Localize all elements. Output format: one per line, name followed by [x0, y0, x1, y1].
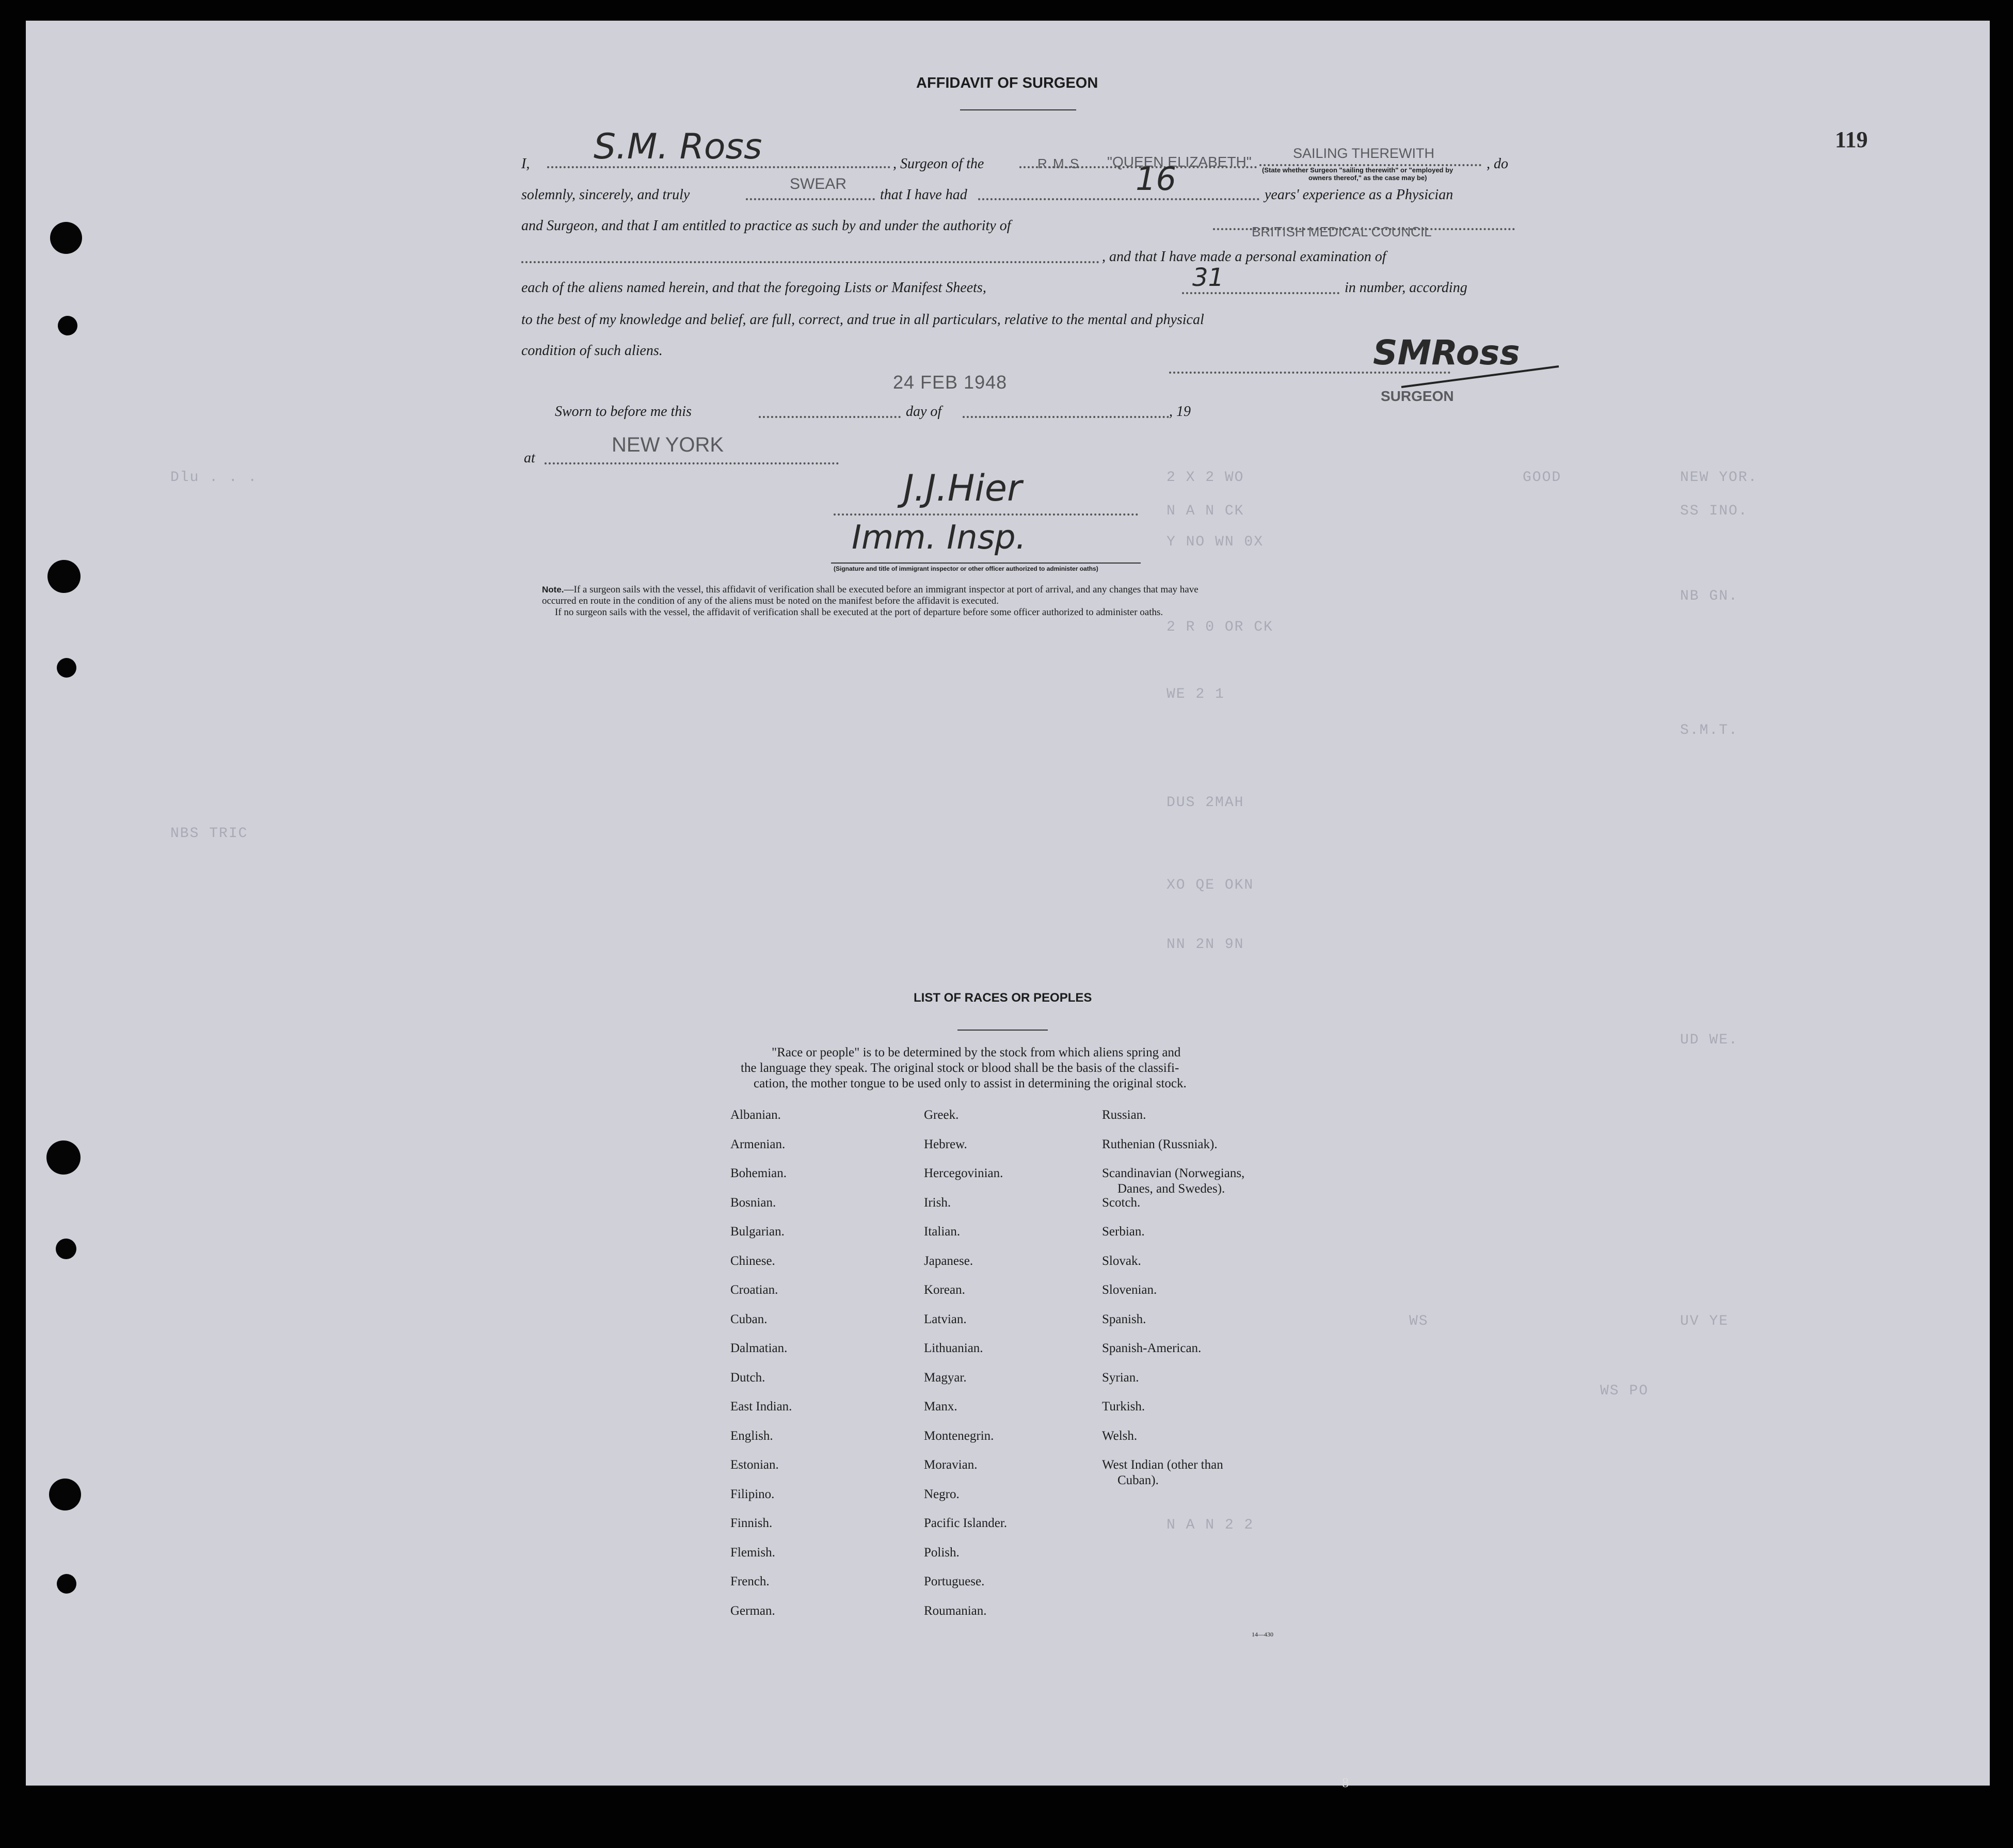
- sheets-line: [1182, 292, 1339, 294]
- race-item: Danes, and Swedes).: [1117, 1182, 1225, 1196]
- bleed-text: N A N CK: [1167, 503, 1244, 519]
- race-item: Spanish-American.: [1102, 1341, 1202, 1355]
- race-item: Slovak.: [1102, 1254, 1141, 1268]
- race-item: Bohemian.: [730, 1166, 787, 1180]
- race-item: Filipino.: [730, 1487, 775, 1501]
- race-item: West Indian (other than: [1102, 1458, 1223, 1472]
- line2-mid: that I have had: [880, 187, 967, 203]
- sailing-status: SAILING THEREWITH: [1293, 146, 1435, 161]
- race-item: Greek.: [924, 1108, 959, 1122]
- race-item: East Indian.: [730, 1400, 792, 1413]
- authority-value: BRITISH MEDICAL COUNCIL: [1252, 224, 1432, 239]
- race-item: Latvian.: [924, 1312, 967, 1326]
- bleed-text: WS: [1409, 1313, 1429, 1329]
- race-item: Hercegovinian.: [924, 1166, 1003, 1180]
- race-item: Magyar.: [924, 1370, 967, 1385]
- affidavit-title: AFFIDAVIT OF SURGEON: [916, 75, 1098, 91]
- inspector-title-signature: Imm. Insp.: [852, 519, 1026, 557]
- race-item: Serbian.: [1102, 1225, 1145, 1239]
- line1-i: I,: [521, 156, 530, 172]
- bleed-text: DUS 2MAH: [1167, 795, 1244, 811]
- inspector-signature: J.J.Hier: [903, 467, 1022, 509]
- punch-hole: [50, 222, 82, 254]
- race-item: Portuguese.: [924, 1574, 985, 1588]
- race-item: Roumanian.: [924, 1603, 987, 1618]
- race-item: Russian.: [1102, 1108, 1146, 1122]
- document-sheet: [26, 21, 1990, 1790]
- race-item: Italian.: [924, 1225, 961, 1239]
- line4-text: , and that I have made a personal examination of: [1102, 249, 1386, 265]
- sailing-note: owners thereof," as the case may be): [1308, 174, 1427, 182]
- surgeon-name: S.M. Ross: [594, 126, 762, 167]
- oath-line: [746, 198, 875, 200]
- punch-hole: [49, 1479, 81, 1510]
- line3-text: and Surgeon, and that I am entitled to practice as such by and under the authority of: [521, 218, 1011, 234]
- note-line: —If a surgeon sails with the vessel, this affidavit of verification shall be executed before an immigrant inspector at port of arrival, and any changes that may have: [564, 584, 1199, 595]
- race-item: Estonian.: [730, 1458, 779, 1472]
- bleed-text: NBS TRIC: [170, 826, 248, 842]
- bleed-text: WS PO: [1600, 1383, 1649, 1399]
- race-item: Scandinavian (Norwegians,: [1102, 1166, 1245, 1180]
- at-label: at: [524, 450, 535, 466]
- punch-hole: [56, 1239, 76, 1259]
- races-title: LIST OF RACES OR PEOPLES: [914, 991, 1092, 1005]
- bleed-text: NN 2N 9N: [1167, 937, 1244, 953]
- race-item: Finnish.: [730, 1516, 773, 1530]
- line2-end: years' experience as a Physician: [1265, 187, 1453, 203]
- sworn-day-of: day of: [906, 404, 942, 420]
- race-item: Turkish.: [1102, 1400, 1145, 1413]
- race-item: Cuban).: [1117, 1473, 1159, 1487]
- race-item: Hebrew.: [924, 1137, 967, 1151]
- line7-text: condition of such aliens.: [521, 343, 663, 359]
- place-line: [545, 462, 839, 464]
- oath-word: SWEAR: [790, 175, 847, 192]
- punch-hole: [46, 1140, 81, 1175]
- bleed-text: 2 R 0 OR CK: [1167, 619, 1273, 635]
- race-item: Flemish.: [730, 1545, 775, 1560]
- note-line: If no surgeon sails with the vessel, the affidavit of verification shall be executed at the port of departure before some officer authorized to administer oaths.: [555, 607, 1163, 618]
- punch-hole: [57, 658, 76, 678]
- bleed-text: UD WE.: [1680, 1032, 1738, 1048]
- bleed-text: NB GN.: [1680, 588, 1738, 604]
- race-item: Scotch.: [1102, 1195, 1141, 1210]
- footer-mark: 8: [1342, 1775, 1349, 1790]
- place-value: NEW YORK: [612, 433, 724, 456]
- years-line: [978, 198, 1259, 200]
- race-item: Polish.: [924, 1545, 960, 1560]
- bleed-text: XO QE OKN: [1167, 877, 1254, 893]
- sworn-month-line: [963, 416, 1169, 418]
- punch-hole: [57, 1574, 76, 1594]
- vessel-prefix: R.M.S.: [1037, 156, 1085, 171]
- race-item: German.: [730, 1603, 775, 1618]
- sheets-count: 31: [1192, 263, 1224, 292]
- race-item: Chinese.: [730, 1254, 775, 1268]
- race-item: Armenian.: [730, 1137, 786, 1151]
- note-line: occurred en route in the condition of any of the aliens must be noted on the manifest before the affidavit is executed.: [542, 596, 999, 606]
- sworn-day-line: [759, 416, 901, 418]
- line2-start: solemnly, sincerely, and truly: [521, 187, 690, 203]
- race-item: Dalmatian.: [730, 1341, 788, 1355]
- sailing-note: (State whether Surgeon "sailing therewith" or "employed by: [1262, 166, 1453, 174]
- bleed-text: SS INO.: [1680, 503, 1748, 519]
- affidavit-note: [542, 584, 1517, 618]
- bleed-text: UV YE: [1680, 1313, 1729, 1329]
- race-item: Bulgarian.: [730, 1225, 785, 1239]
- line5-start: each of the aliens named herein, and that the foregoing Lists or Manifest Sheets,: [521, 280, 986, 296]
- line1-do: , do: [1487, 156, 1508, 172]
- vessel-name: "QUEEN ELIZABETH": [1107, 154, 1252, 170]
- race-item: English.: [730, 1428, 773, 1443]
- bleed-text: WE 2 1: [1167, 686, 1225, 702]
- page-number: 119: [1835, 127, 1868, 152]
- date-stamp: 24 FEB 1948: [893, 372, 1008, 393]
- surgeon-title: SURGEON: [1381, 388, 1454, 404]
- authority-line-2: [521, 261, 1099, 263]
- races-title-rule: [957, 1030, 1048, 1031]
- race-item: Japanese.: [924, 1254, 973, 1268]
- inspector-caption: (Signature and title of immigrant inspector or other officer authorized to administer oaths): [834, 565, 1098, 572]
- race-item: Cuban.: [730, 1312, 768, 1326]
- line5-end: in number, according: [1345, 280, 1467, 296]
- note-label: Note.: [542, 585, 564, 594]
- punch-hole: [47, 560, 81, 593]
- races-intro-line: the language they speak. The original stock or blood shall be the basis of the classifi-: [741, 1061, 1179, 1075]
- race-item: Montenegrin.: [924, 1428, 994, 1443]
- line6-text: to the best of my knowledge and belief, are full, correct, and true in all particulars, relative to the mental and physical: [521, 312, 1204, 328]
- race-item: Negro.: [924, 1487, 960, 1501]
- races-intro: [741, 1045, 1334, 1091]
- race-item: Lithuanian.: [924, 1341, 983, 1355]
- race-item: Welsh.: [1102, 1428, 1138, 1443]
- bleed-text: Dlu . . .: [170, 470, 258, 486]
- race-item: Dutch.: [730, 1370, 765, 1385]
- bleed-text: NEW YOR.: [1680, 470, 1758, 486]
- race-item: Ruthenian (Russniak).: [1102, 1137, 1218, 1151]
- race-item: Pacific Islander.: [924, 1516, 1008, 1530]
- bleed-text: S.M.T.: [1680, 722, 1738, 738]
- races-intro-line: cation, the mother tongue to be used only to assist in determining the original stock.: [754, 1076, 1187, 1090]
- race-item: Croatian.: [730, 1283, 778, 1297]
- sworn-prefix: Sworn to before me this: [555, 404, 692, 420]
- bleed-text: 2 X 2 WO: [1167, 470, 1244, 486]
- inspector-caption-rule: [831, 563, 1141, 564]
- years-value: 16: [1136, 160, 1176, 198]
- title-rule: [960, 109, 1076, 110]
- punch-hole: [58, 316, 77, 335]
- race-item: Albanian.: [730, 1108, 781, 1122]
- line1-surgeon-of: , Surgeon of the: [893, 156, 984, 172]
- race-item: Korean.: [924, 1283, 965, 1297]
- bleed-text: GOOD: [1523, 470, 1562, 486]
- inspector-signature-line: [834, 513, 1138, 516]
- bleed-text: Y NO WN 0X: [1167, 534, 1264, 550]
- race-item: Slovenian.: [1102, 1283, 1157, 1297]
- race-item: French.: [730, 1574, 770, 1588]
- form-number: 14—430: [1252, 1631, 1273, 1638]
- races-intro-line: "Race or people" is to be determined by the stock from which aliens spring and: [772, 1046, 1181, 1059]
- race-item: Bosnian.: [730, 1195, 776, 1210]
- surgeon-signature: SMRoss: [1373, 333, 1520, 373]
- sworn-year: , 19: [1169, 404, 1191, 420]
- race-item: Spanish.: [1102, 1312, 1146, 1326]
- race-item: Manx.: [924, 1400, 957, 1413]
- race-item: Syrian.: [1102, 1370, 1139, 1385]
- race-item: Irish.: [924, 1195, 951, 1210]
- bleed-text: N A N 2 2: [1167, 1517, 1254, 1533]
- race-item: Moravian.: [924, 1458, 978, 1472]
